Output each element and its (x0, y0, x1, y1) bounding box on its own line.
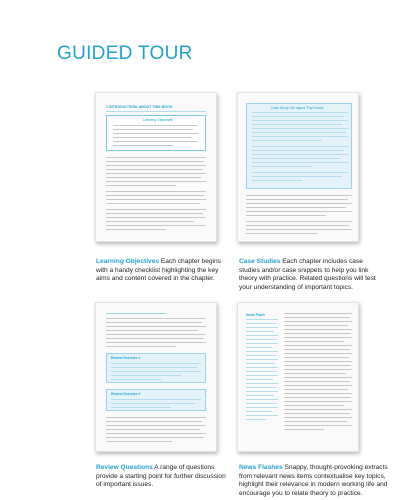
body-text-block (106, 417, 206, 449)
review-questions-text: A range of questions provide a starting point for further discussion of important issues. (96, 464, 226, 489)
case-study-box-heading: Case Study: Six sigma 'Pay it back' (271, 106, 324, 110)
learning-objectives-text: Each chapter begins with a handy checklist highlighting the key aims and content covered in the chapter. (96, 258, 221, 283)
review-questions-thumbnail (95, 302, 217, 452)
text-line (113, 129, 193, 130)
news-flashes-lead: News Flashes (239, 464, 283, 471)
news-flash-heading: News Flash (246, 313, 265, 317)
objectives-box-heading: Learning Objectives (143, 118, 173, 122)
text-line (113, 133, 199, 134)
news-flashes-text: Snappy, thought-provoking extracts from relevant news items contextualise key topics, highlight their relevance in modern working life and encourage you to relate theory to practice. (239, 464, 388, 497)
review-questions-lead: Review Questions (96, 464, 153, 471)
text-line (113, 125, 197, 126)
review-exercise-box-2 (106, 389, 206, 411)
review-exercise-heading-2: Review Exercise 2 (111, 392, 141, 396)
objectives-box (106, 115, 206, 151)
case-studies-text: Each chapter includes case studies and/or case snippets to help you link theory with practice. Related questions will test your understanding of important topics. (239, 258, 376, 291)
news-flash-sidebar (246, 313, 280, 443)
review-exercise-box-1 (106, 353, 206, 383)
body-text-block (106, 313, 206, 353)
learning-objectives-lead: Learning Objectives (96, 258, 160, 265)
review-questions-caption (96, 464, 228, 490)
review-exercise-heading-1: Review Exercise 1 (111, 356, 141, 360)
learning-objectives-caption (96, 258, 222, 284)
page-title: GUIDED TOUR (57, 43, 193, 64)
news-flashes-thumbnail (237, 302, 359, 452)
learning-objectives-thumbnail (95, 92, 217, 242)
case-studies-thumbnail (237, 92, 359, 242)
body-text-block (246, 195, 352, 239)
chapter-heading: 1 INTRODUCTION: ABOUT THIS BOOK (106, 105, 173, 109)
text-line (113, 137, 191, 138)
case-studies-lead: Case Studies (239, 258, 281, 265)
case-study-box (246, 103, 352, 189)
text-line (113, 141, 197, 142)
text-line (113, 145, 173, 146)
heading-rule (106, 111, 206, 112)
case-studies-caption (239, 258, 379, 292)
body-text-block (284, 313, 352, 443)
body-text-block (106, 157, 206, 237)
news-flashes-caption (239, 464, 397, 498)
